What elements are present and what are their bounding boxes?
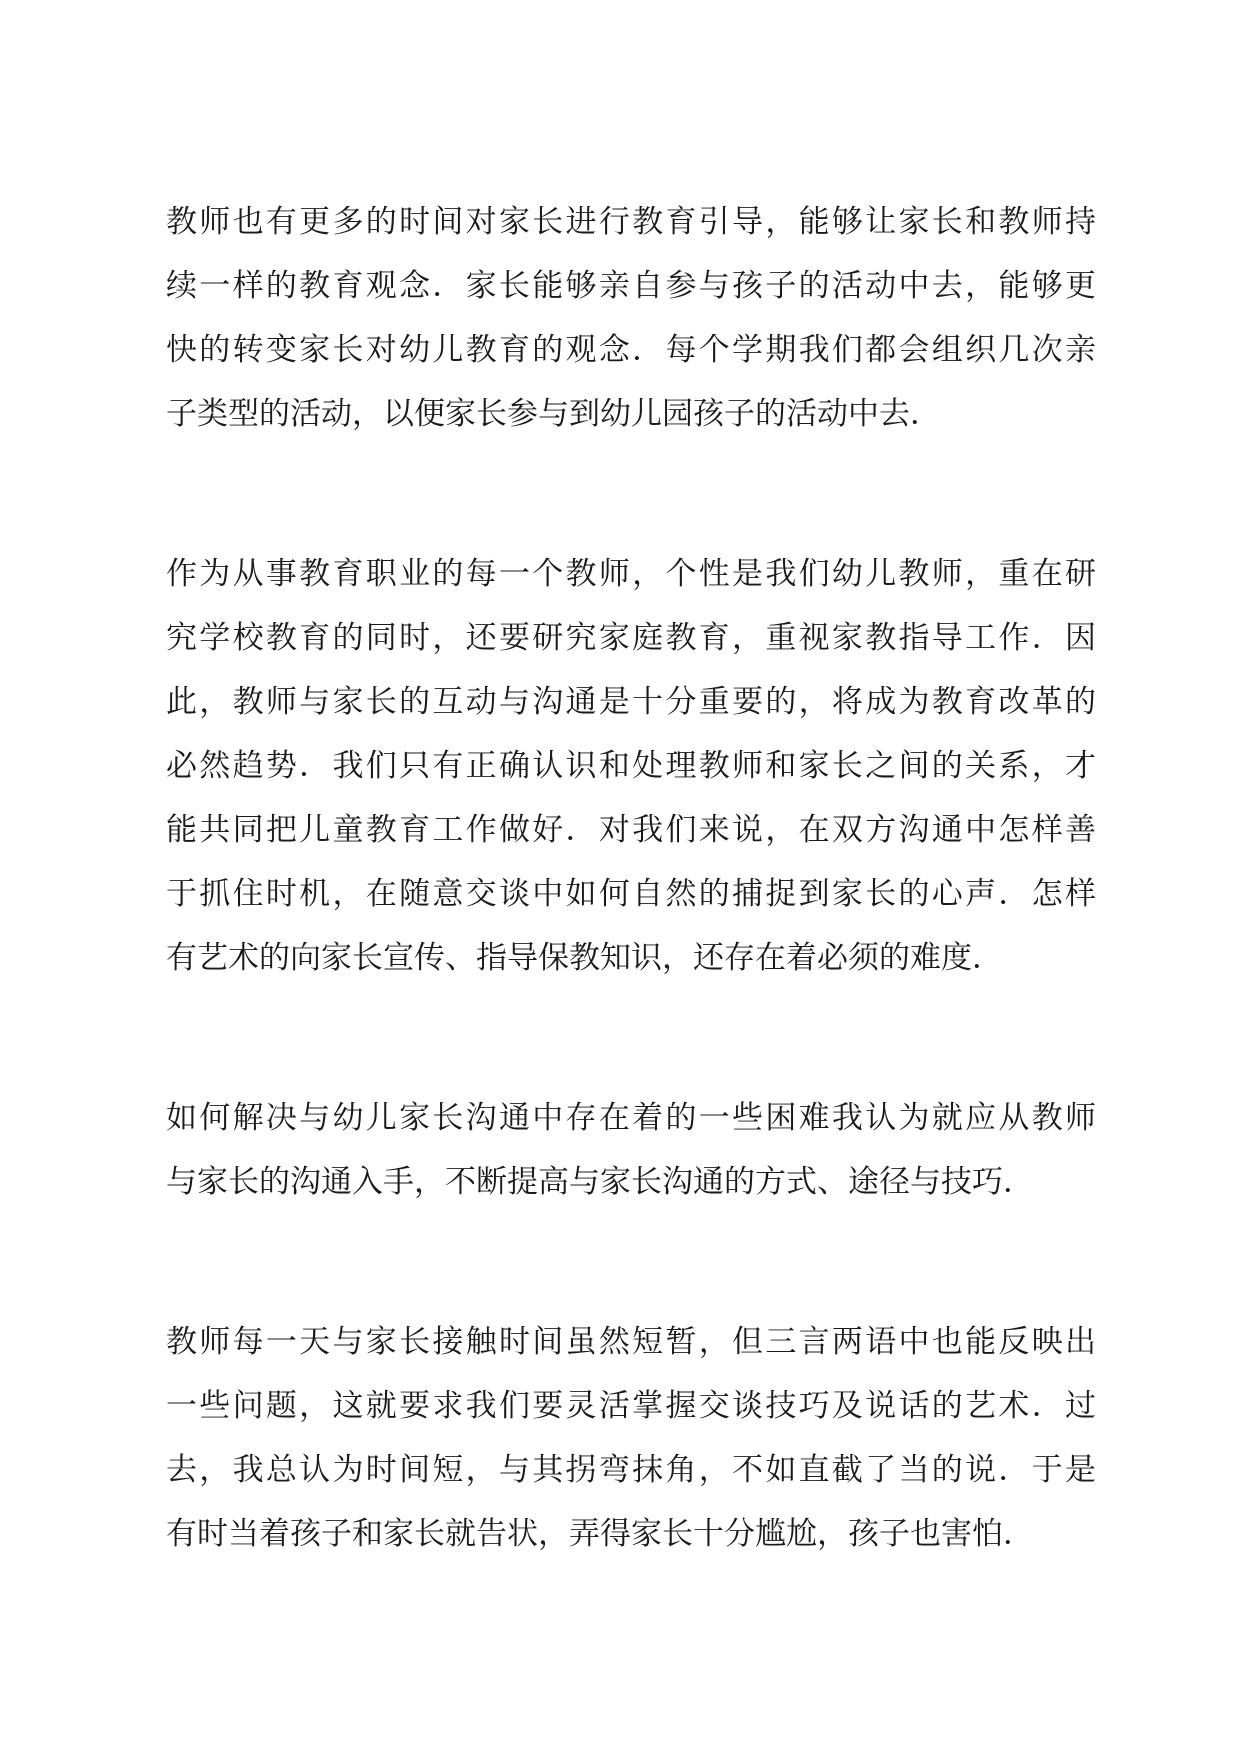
text-line: 如何解决与幼儿家长沟通中存在着的一些困难我认为就应从教师: [166, 1100, 1096, 1136]
paragraph-4: [166, 1310, 1096, 1566]
text-line: 教师每一天与家长接触时间虽然短暂，但三言两语中也能反映出: [166, 1324, 1096, 1360]
text-line: 究学校教育的同时，还要研究家庭教育，重视家教指导工作．因: [166, 620, 1096, 656]
paragraph-3: [166, 1086, 1096, 1214]
text-line: 必然趋势．我们只有正确认识和处理教师和家长之间的关系，才: [166, 748, 1096, 784]
document-body: [166, 190, 1096, 1566]
paragraph-1: [166, 190, 1096, 446]
text-line: 快的转变家长对幼儿教育的观念．每个学期我们都会组织几次亲: [166, 332, 1096, 368]
text-line: 能共同把儿童教育工作做好．对我们来说，在双方沟通中怎样善: [166, 812, 1096, 848]
paragraph-2: [166, 542, 1096, 990]
paragraph-gap: [166, 990, 1096, 1086]
text-line: 于抓住时机，在随意交谈中如何自然的捕捉到家长的心声．怎样: [166, 876, 1096, 912]
text-line: 与家长的沟通入手，不断提高与家长沟通的方式、途径与技巧．: [166, 1164, 1034, 1200]
text-line: 作为从事教育职业的每一个教师，个性是我们幼儿教师，重在研: [166, 556, 1096, 592]
text-line: 有艺术的向家长宣传、指导保教知识，还存在着必须的难度．: [166, 940, 1003, 976]
text-line: 去，我总认为时间短，与其拐弯抹角，不如直截了当的说．于是: [166, 1452, 1096, 1488]
text-line: 教师也有更多的时间对家长进行教育引导，能够让家长和教师持: [166, 204, 1096, 240]
text-line: 有时当着孩子和家长就告状，弄得家长十分尴尬，孩子也害怕．: [166, 1516, 1034, 1552]
text-line: 续一样的教育观念．家长能够亲自参与孩子的活动中去，能够更: [166, 268, 1096, 304]
paragraph-gap: [166, 1214, 1096, 1310]
text-line: 一些问题，这就要求我们要灵活掌握交谈技巧及说话的艺术．过: [166, 1388, 1096, 1424]
text-line: 子类型的活动，以便家长参与到幼儿园孩子的活动中去．: [166, 396, 941, 432]
text-line: 此，教师与家长的互动与沟通是十分重要的，将成为教育改革的: [166, 684, 1096, 720]
paragraph-gap: [166, 446, 1096, 542]
